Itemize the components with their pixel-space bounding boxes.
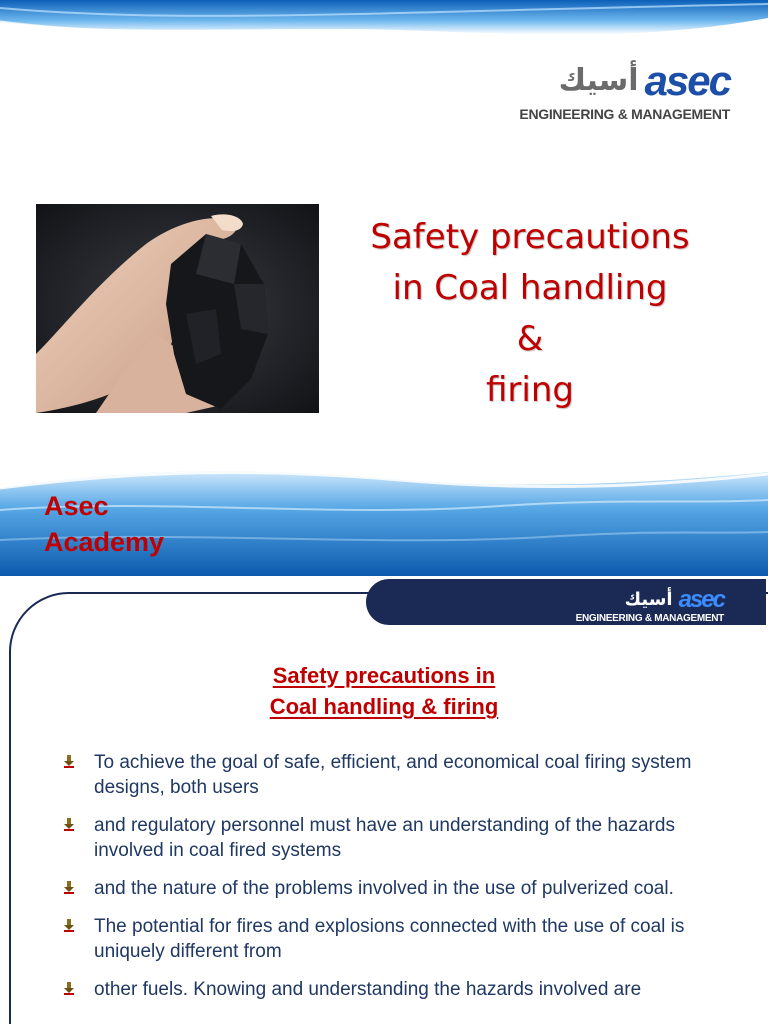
academy-line: Academy [44, 527, 165, 557]
logo-brand-text: asec [644, 57, 730, 104]
arrow-bullet-icon [62, 981, 76, 995]
academy-label [44, 488, 164, 560]
slide-title [330, 212, 730, 416]
bullet-item [62, 977, 722, 1002]
logo-tagline: ENGINEERING & MANAGEMENT [519, 106, 730, 122]
bullet-item [62, 876, 722, 901]
bullet-item [62, 813, 722, 863]
bullet-text: other fuels. Knowing and understanding the hazards involved are [94, 979, 642, 1000]
title-line: in Coal handling [392, 268, 668, 308]
academy-line: Asec [44, 491, 109, 521]
bullet-item [62, 750, 722, 800]
title-line: Safety precautions [370, 217, 690, 257]
header-bar [366, 579, 766, 625]
logo-brand-text: asec [678, 586, 724, 613]
title-line: Safety precautions in [272, 663, 496, 688]
title-line: & [516, 319, 544, 359]
bullet-list [62, 750, 722, 1015]
bullet-text: and the nature of the problems involved in the use of pulverized coal. [94, 878, 674, 899]
arrow-bullet-icon [62, 918, 76, 932]
logo-arabic-text: أسيك [558, 63, 639, 98]
arrow-bullet-icon [62, 880, 76, 894]
logo-arabic-text: أسيك [624, 589, 673, 610]
asec-logo [576, 588, 724, 624]
title-line: Coal handling & firing [269, 694, 499, 719]
content-slide [0, 576, 768, 1024]
title-line: firing [486, 370, 574, 410]
arrow-bullet-icon [62, 817, 76, 831]
coal-photo [36, 204, 319, 413]
asec-logo [519, 57, 730, 122]
bullet-text: and regulatory personnel must have an understanding of the hazards involved in coal fired systems [94, 815, 675, 861]
slide-title [0, 660, 768, 722]
bullet-text: To achieve the goal of safe, efficient, and economical coal firing system designs, both users [94, 752, 692, 798]
logo-tagline: ENGINEERING & MANAGEMENT [575, 613, 724, 624]
arrow-bullet-icon [62, 754, 76, 768]
bullet-text: The potential for fires and explosions connected with the use of coal is uniquely different from [94, 916, 685, 962]
bullet-item [62, 914, 722, 964]
